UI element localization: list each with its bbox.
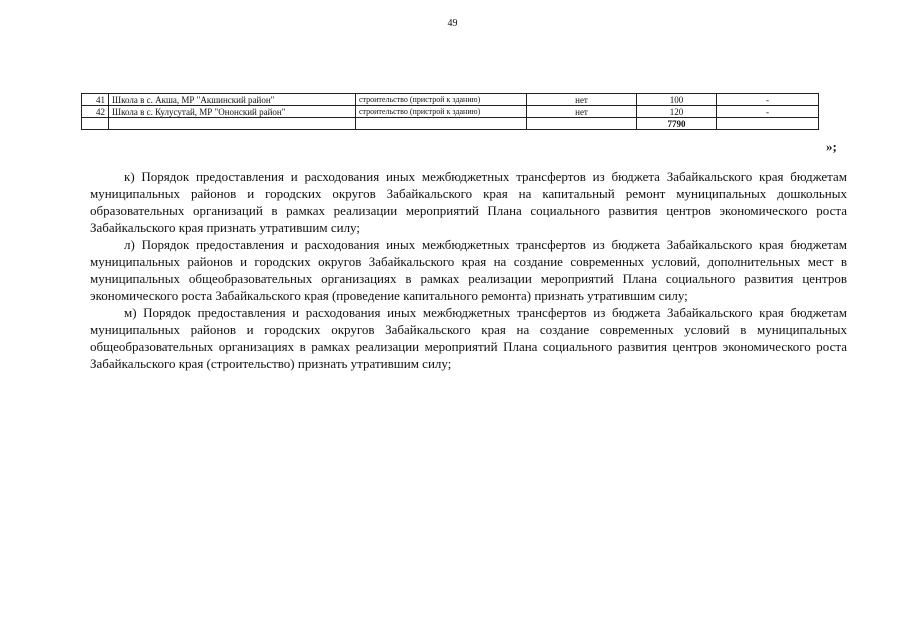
table-row bbox=[82, 94, 819, 106]
note-cell: нет bbox=[527, 94, 637, 106]
empty-cell bbox=[109, 118, 356, 130]
table-row bbox=[82, 106, 819, 118]
work-type: строительство (пристрой к зданию) bbox=[356, 106, 527, 118]
total-value: 7790 bbox=[637, 118, 717, 130]
paragraph-m: м) Порядок предоставления и расходования иных межбюджетных трансфертов из бюджета Забайкальского края бюджетам муниципальных районов и городских округов Забайкальского края на создание современных условий в муниципальных общеобразовательных организациях в рамках реализации мероприятий Плана социального развития центров экономического роста Забайкальского края (строительство) признать утратившим силу; bbox=[90, 305, 847, 371]
paragraph-k: к) Порядок предоставления и расходования иных межбюджетных трансфертов из бюджета Забайкальского края бюджетам муниципальных районов и городских округов Забайкальского края на капитальный ремонт муниципальных дошкольных образовательных организаций в рамках реализации мероприятий Плана социального развития центров экономического роста Забайкальского края признать утратившим силу; bbox=[90, 169, 847, 235]
empty-cell bbox=[356, 118, 527, 130]
object-name: Школа в с. Акша, МР "Акшинский район" bbox=[109, 94, 356, 106]
extra-cell: - bbox=[717, 106, 819, 118]
objects-table bbox=[81, 93, 819, 130]
document-body bbox=[90, 168, 847, 372]
row-number: 42 bbox=[82, 106, 109, 118]
empty-cell bbox=[82, 118, 109, 130]
value-cell: 120 bbox=[637, 106, 717, 118]
row-number: 41 bbox=[82, 94, 109, 106]
paragraph-l: л) Порядок предоставления и расходования иных межбюджетных трансфертов из бюджета Забайкальского края бюджетам муниципальных районов и городских округов Забайкальского края на создание современных условий, дополнительных мест в муниципальных общеобразовательных организациях в рамках реализации мероприятий Плана социального развития центров экономического роста Забайкальского края (проведение капитального ремонта) признать утратившим силу; bbox=[90, 237, 847, 303]
extra-cell: - bbox=[717, 94, 819, 106]
empty-cell bbox=[717, 118, 819, 130]
object-name: Школа в с. Кулусутай, МР "Ононский район" bbox=[109, 106, 356, 118]
work-type: строительство (пристрой к зданию) bbox=[356, 94, 527, 106]
note-cell: нет bbox=[527, 106, 637, 118]
total-row bbox=[82, 118, 819, 130]
empty-cell bbox=[527, 118, 637, 130]
value-cell: 100 bbox=[637, 94, 717, 106]
page-number: 49 bbox=[447, 18, 458, 29]
closing-quote-mark: »; bbox=[826, 139, 837, 154]
